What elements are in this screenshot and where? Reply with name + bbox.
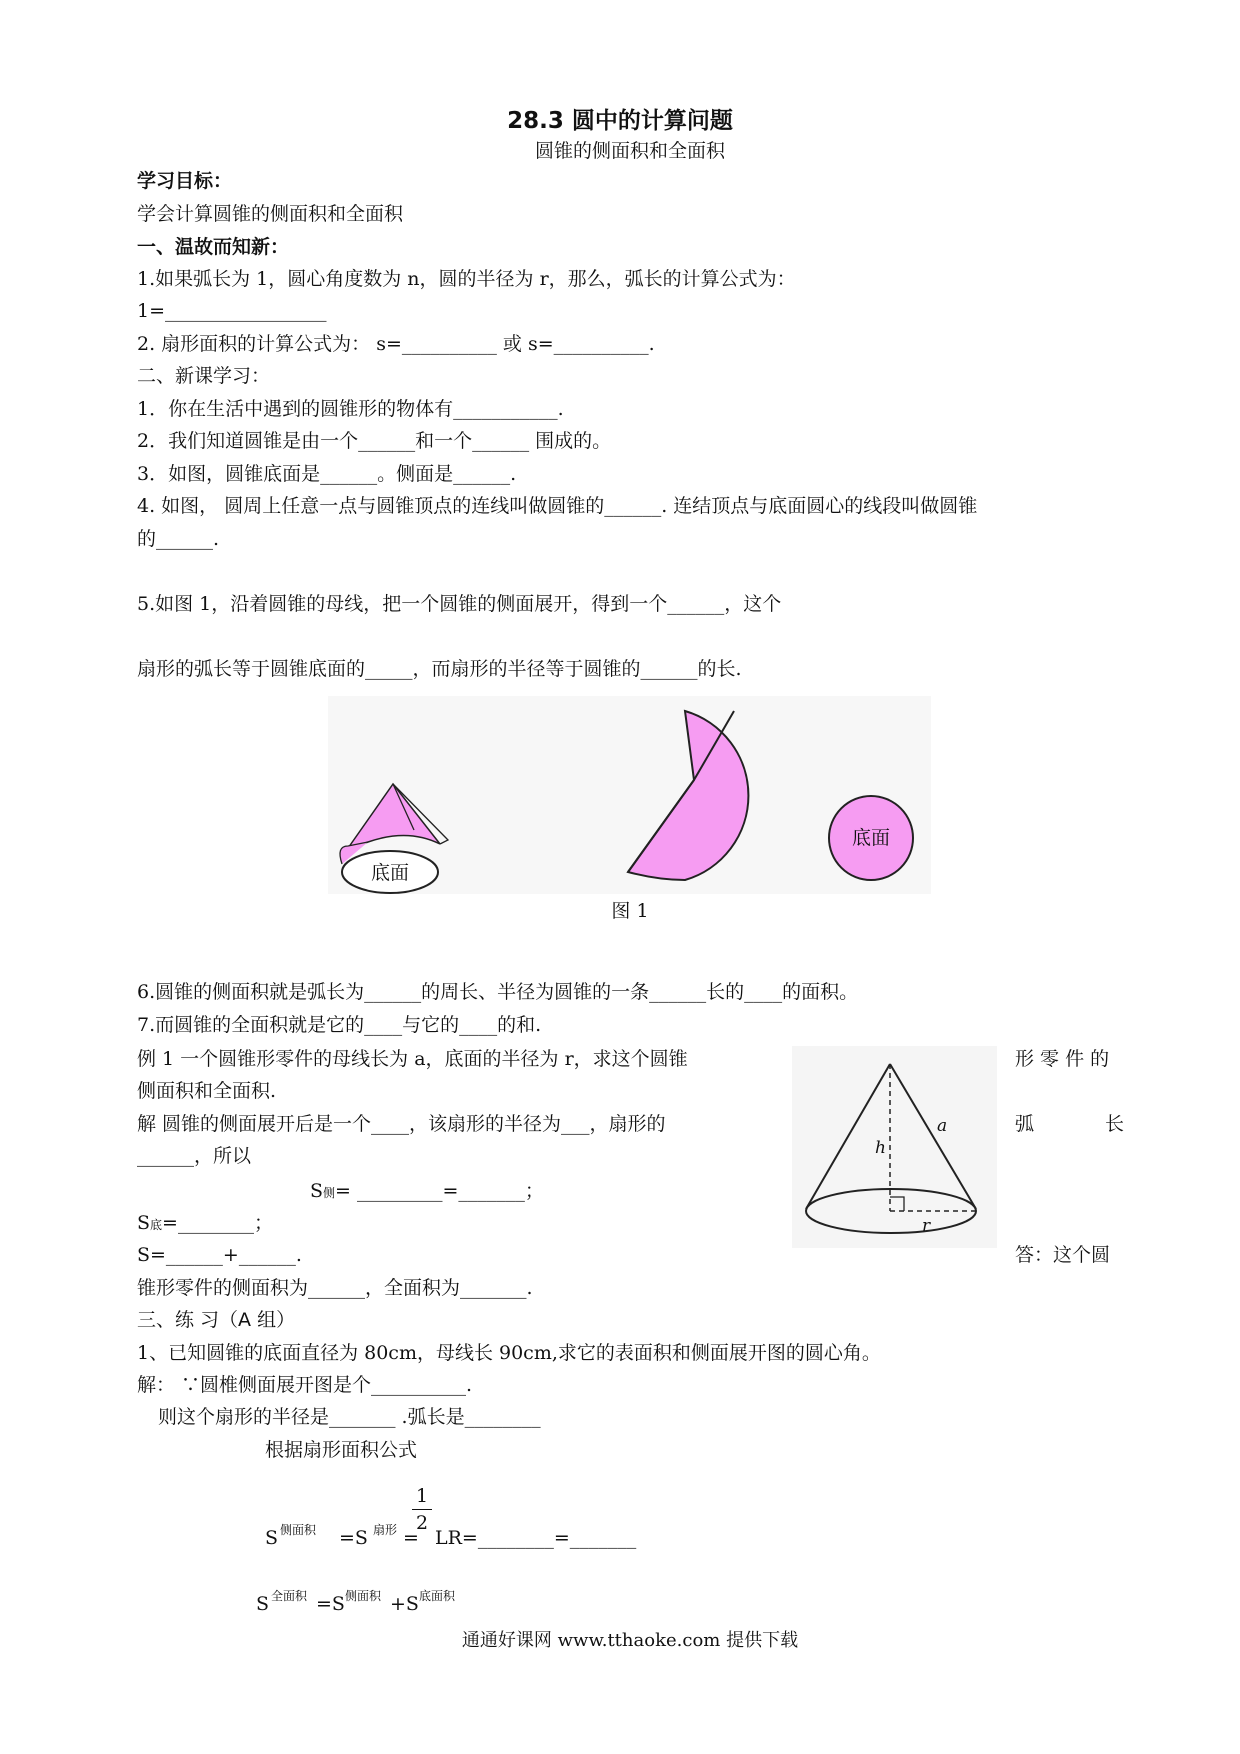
figure-1-caption: 图 1 [611,900,649,922]
label-a: a [937,1116,948,1136]
example-line1: 例 1 一个圆锥形零件的母线长为 a，底面的半径为 r，求这个圆锥 [137,1048,688,1070]
figure-1 [328,696,931,894]
newlesson-heading: 二、新课学习： [137,365,271,387]
f1-fan-sub: 扇形 [373,1523,398,1537]
f1-numerator: 1 [412,1483,432,1510]
s-base-expr: =________； [162,1212,273,1234]
review-q1-blank: 1=_________________ [137,300,327,322]
example-s-total: S=______+______. [137,1244,302,1266]
cone-base-label: 底面 [370,862,410,884]
example-cone-background [792,1046,997,1248]
practice-sol2: 则这个扇形的半径是_______ .弧长是________ [158,1406,541,1428]
practice-q1: 1、已知圆锥的底面直径为 80cm，母线长 90cm,求它的表面积和侧面展开图的圆心角。 [137,1342,881,1364]
review-q2: 2. 扇形面积的计算公式为： s=__________ 或 s=__________. [137,333,655,355]
newlesson-q7: 7.而圆锥的全面积就是它的____与它的____的和. [137,1014,542,1036]
s-side-sub: 侧 [323,1186,336,1200]
page-title: 28.3 圆中的计算问题 [507,108,733,134]
f1-eq2: = [403,1527,419,1549]
label-r: r [922,1216,931,1236]
s-base-sub: 底 [150,1218,163,1232]
newlesson-q4b: 的______. [137,528,220,550]
example-cone-figure [792,1046,997,1248]
label-h: h [875,1138,886,1158]
f2-plus: +S [390,1593,419,1615]
f2-base-sub: 底面积 [419,1589,456,1603]
f1-denominator: 2 [415,1512,429,1534]
page-subtitle: 圆锥的侧面积和全面积 [534,140,725,162]
f1-eq: =S [339,1527,368,1549]
example-line4: ______，所以 [137,1145,252,1167]
goal-heading: 学习目标： [137,170,233,192]
newlesson-q4a: 4. 如图， 圆周上任意一点与圆锥顶点的连线叫做圆锥的______. 连结顶点与底面圆心的线段叫做圆锥 [137,495,978,517]
f1-fraction [412,1483,432,1536]
footer-text: 通通好课网 www.tthaoke.com 提供下载 [461,1630,799,1651]
s-base-symbol: S [137,1212,151,1234]
goal-text: 学会计算圆锥的侧面积和全面积 [137,203,404,225]
f1-rest: LR=________=_______ [435,1527,637,1549]
example-answer-right: 答：这个圆 [1015,1244,1111,1266]
practice-sol3: 根据扇形面积公式 [265,1439,418,1461]
f2-side-sub: 侧面积 [345,1589,382,1603]
example-line2: 侧面积和全面积. [137,1080,277,1102]
f1-s: S [265,1527,279,1549]
newlesson-q2: 2．我们知道圆锥是由一个______和一个______ 围成的。 [137,430,612,452]
example-s-base [137,1210,273,1238]
practice-sol1: 解： ∵圆椎侧面展开图是个__________. [137,1374,473,1396]
f2-eq: =S [316,1593,345,1615]
base-circle-label: 底面 [851,827,891,849]
s-side-symbol: S [310,1180,324,1202]
example-line3: 解 圆锥的侧面展开后是一个____，该扇形的半径为___，扇形的 [137,1113,666,1135]
newlesson-q6: 6.圆锥的侧面积就是弧长为______的周长、半径为圆锥的一条______长的____的面积。 [137,981,859,1003]
newlesson-q5a: 5.如图 1，沿着圆锥的母线，把一个圆锥的侧面展开，得到一个______，这个 [137,593,782,615]
example-line3-right-a: 弧 [1015,1113,1035,1135]
review-heading: 一、温故而知新： [137,236,290,258]
s-side-expr: = _________=_______； [335,1180,544,1202]
f2-total-sub: 全面积 [271,1589,308,1603]
practice-heading: 三、练 习（A 组） [137,1309,296,1331]
newlesson-q1: 1．你在生活中遇到的圆锥形的物体有___________. [137,398,564,420]
newlesson-q3: 3．如图，圆锥底面是______。侧面是______. [137,463,517,485]
example-s-side [310,1178,544,1206]
example-line1-right: 形 零 件 的 [1015,1048,1110,1070]
example-line3-right-b: 长 [1105,1113,1125,1135]
review-q1: 1.如果弧长为 1，圆心角度数为 n，圆的半径为 r，那么，弧长的计算公式为： [137,268,796,290]
f2-s: S [256,1593,270,1615]
newlesson-q5b: 扇形的弧长等于圆锥底面的_____，而扇形的半径等于圆锥的______的长. [137,658,742,680]
example-answer: 锥形零件的侧面积为______，全面积为_______. [137,1277,533,1299]
f1-side-sub: 侧面积 [280,1523,317,1537]
